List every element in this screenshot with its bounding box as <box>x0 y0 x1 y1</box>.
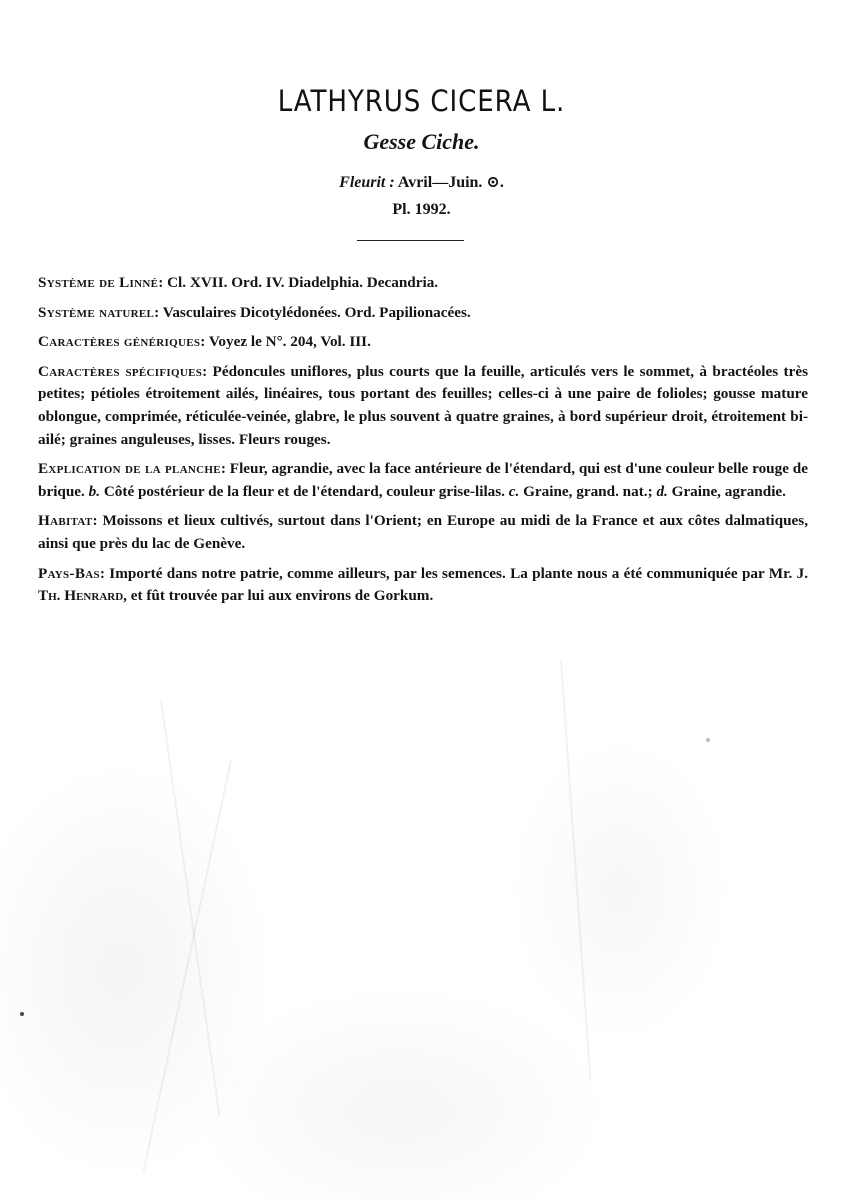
person-name: J. Th. Henrard <box>38 564 808 605</box>
section-habitat <box>38 510 808 555</box>
section-label: Système de Linné <box>38 274 159 291</box>
figure-letter: d. <box>656 482 668 500</box>
section-text: : Voyez le N°. 204, Vol. III. <box>200 333 371 351</box>
section-label: Caractères génériques <box>38 333 201 351</box>
section-text: Côté postérieur de la fleur et de l'étendard, couleur grise-lilas. <box>103 482 505 500</box>
figure-letter: b. <box>88 482 101 500</box>
section-label: Pays-Bas <box>38 564 100 582</box>
section-label: Explication de la planche <box>38 460 221 478</box>
section-label: Caractères spécifiques <box>38 362 203 380</box>
section-specifiques <box>38 361 808 451</box>
figure-letter: c. <box>508 482 520 500</box>
flowering-label: Fleurit : <box>339 174 395 191</box>
section-text: : Cl. XVII. Ord. IV. Diadelphia. Decandria. <box>158 274 439 291</box>
section-text: : Moissons et lieux cultivés, surtout dans l'Orient; en Europe au midi de la France et aux côtes dalmatiques, ainsi que près du lac de Genève. <box>38 512 808 552</box>
section-text: : Vasculaires Dicotylédonées. Ord. Papilionacées. <box>154 303 471 321</box>
section-naturel <box>38 302 808 325</box>
plate-show-through <box>0 640 843 1200</box>
flowering-period <box>0 172 843 192</box>
section-text: : Pédoncules uniflores, plus courts que la feuille, articulés vers le sommet, à bractéoles très petites; pétioles étroitement ailés, linéaires, tous portant des feuilles; celles-ci à une paire de folioles; gousse mature oblongue, comprimée, réticulée-veinée, glabre, le plus souvent à quatre graines, à bord supérieur droit, étroitement bi-ailé; graines anguleuses, lisses. Fleurs rouges. <box>38 362 808 448</box>
ink-speck <box>20 1012 24 1016</box>
ink-speck <box>706 738 710 742</box>
section-label: Habitat <box>38 512 93 530</box>
page-title: LATHYRUS CICERA L. <box>277 84 566 118</box>
section-text: : Importé dans notre patrie, comme ailleurs, par les semences. La plante nous a été communiquée par Mr. <box>99 564 793 582</box>
description-body <box>38 272 808 615</box>
divider <box>357 240 464 241</box>
section-pays-bas <box>38 563 808 608</box>
section-linne <box>38 272 808 295</box>
common-name: Gesse Ciche. <box>363 129 480 154</box>
section-label: Système naturel <box>38 303 155 321</box>
section-text: Graine, grand. nat.; <box>523 482 653 500</box>
flowering-value: Avril—Juin. ⊙. <box>397 174 504 191</box>
section-generiques <box>38 331 808 354</box>
section-text: , et fût trouvée par lui aux environs de Gorkum. <box>123 587 434 605</box>
ghost-stem <box>560 660 591 1079</box>
section-text: Graine, agrandie. <box>671 482 786 500</box>
section-text: : Fleur, agrandie, avec la face antérieure de l'étendard, qui est d'une couleur belle rouge de brique. <box>38 460 808 500</box>
plate-number: Pl. 1992. <box>392 201 451 218</box>
section-explication <box>38 458 808 503</box>
